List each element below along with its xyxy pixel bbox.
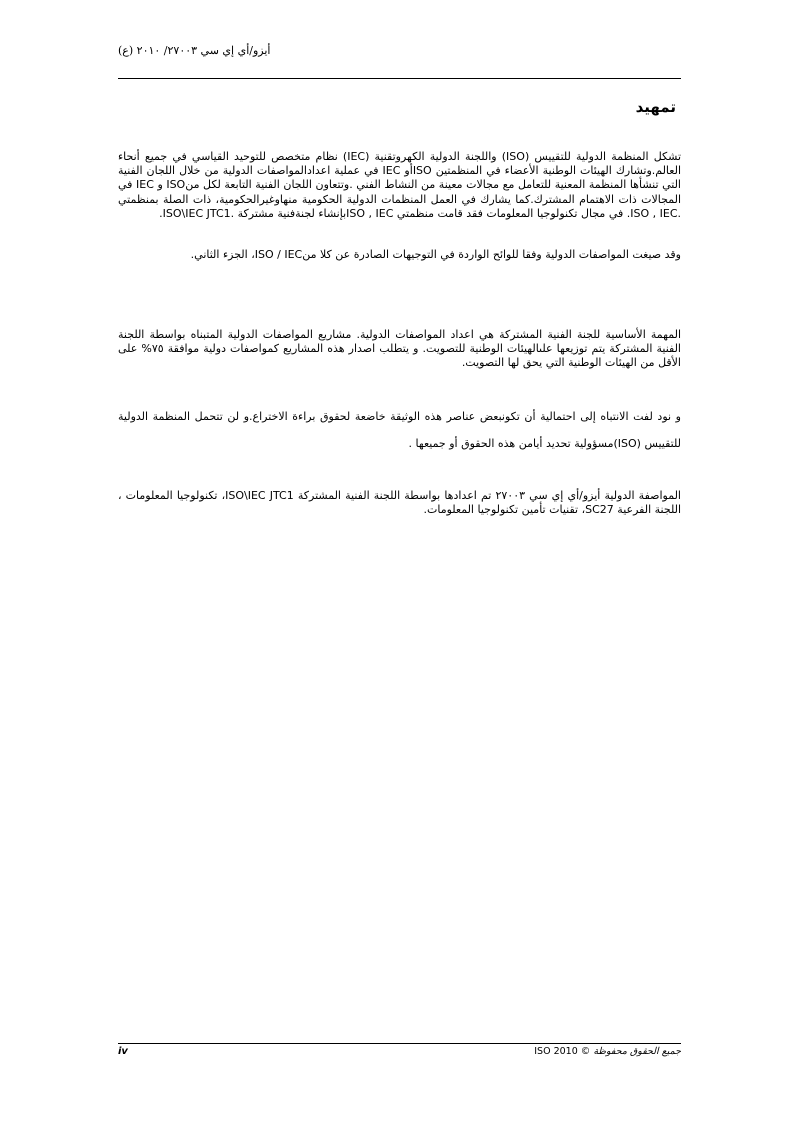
rights-reserved: جميع الحقوق محفوظة	[593, 1046, 681, 1057]
paragraph-patent-notice	[118, 403, 681, 457]
running-header: أيزو/أي إي سي ٢٧٠٠٣/ ٢٠١٠ (ع)	[118, 44, 271, 57]
page-title: تمهيد	[635, 98, 676, 116]
copyright-text: © ISO 2010	[534, 1046, 591, 1057]
paragraph-intro	[118, 150, 681, 221]
paragraph-text: المواصفة الدولية أيزو/أي إي سي ٢٧٠٠٣ تم اعدادها بواسطة اللجنة الفنية المشتركة ISO\IEC JTC1، تكنولوجيا المعلومات ، اللجنة الفرعية SC27، تقنيات تأمين تكنولوجيا المعلومات.	[118, 489, 681, 517]
paragraph-text: وقد صيغت المواصفات الدولية وفقا للوائح الواردة في التوجيهات الصادرة عن كلا منISO / IEC، الجزء الثاني.	[190, 248, 681, 261]
paragraph-text: المهمة الأساسية للجنة الفنية المشتركة هي اعداد المواصفات الدولية. مشاريع المواصفات الدولية المتبناه بواسطة اللجنة الفنية المشتركة يتم توزيعها علىالهيئات الوطنية للتصويت. و يتطلب اصدار هذه المشاريع كمواصفات دولية موافقة ٧٥% على الأقل من الهيئات الوطنية التي يحق لها التصويت.	[118, 328, 681, 370]
copyright-notice	[534, 1046, 681, 1057]
page-number: iv	[118, 1046, 128, 1057]
footer-divider	[118, 1043, 681, 1044]
header-divider	[118, 78, 681, 79]
paragraph-directives	[118, 248, 681, 262]
paragraph-text: تشكل المنظمة الدولية للتقييس (ISO) واللجنة الدولية الكهروتقنية (IEC) نظام متخصص للتوحيد القياسي في جميع أنحاء العالم.وتشارك الهيئات الوطنية الأعضاء في المنظمتين ISOأو IEC في عملية اعدادالمواصفات الدولية من خلال اللجان الفنية التي تنشأها المنظمة المعنية للتعامل مع مجالات معينة من النشاط الفني .وتتعاون اللجان الفنية التابعة لكل منISO و IEC في المجالات ذات الاهتمام المشترك.كما يشارك في العمل المنظمات الدولية الحكومية منهاوغيرالحكومية، ذات الصلة بمنظمتي .ISO , IEC. في مجال تكنولوجيا المعلومات فقد قامت منظمتي ISO , IECبإنشاء لجنةفنية مشتركة .ISO\IEC JTC1.	[118, 150, 682, 220]
paragraph-main-task	[118, 328, 681, 371]
paragraph-standard-prepared-by	[118, 489, 681, 517]
paragraph-text: و نود لفت الانتباه إلى احتمالية أن تكونبعض عناصر هذه الوثيقة خاضعة لحقوق براءة الاختراع.و لن تتحمل المنظمة الدولية للتقييس (ISO)مسؤولية تحديد أيامن هذه الحقوق أو جميعها .	[118, 410, 681, 450]
